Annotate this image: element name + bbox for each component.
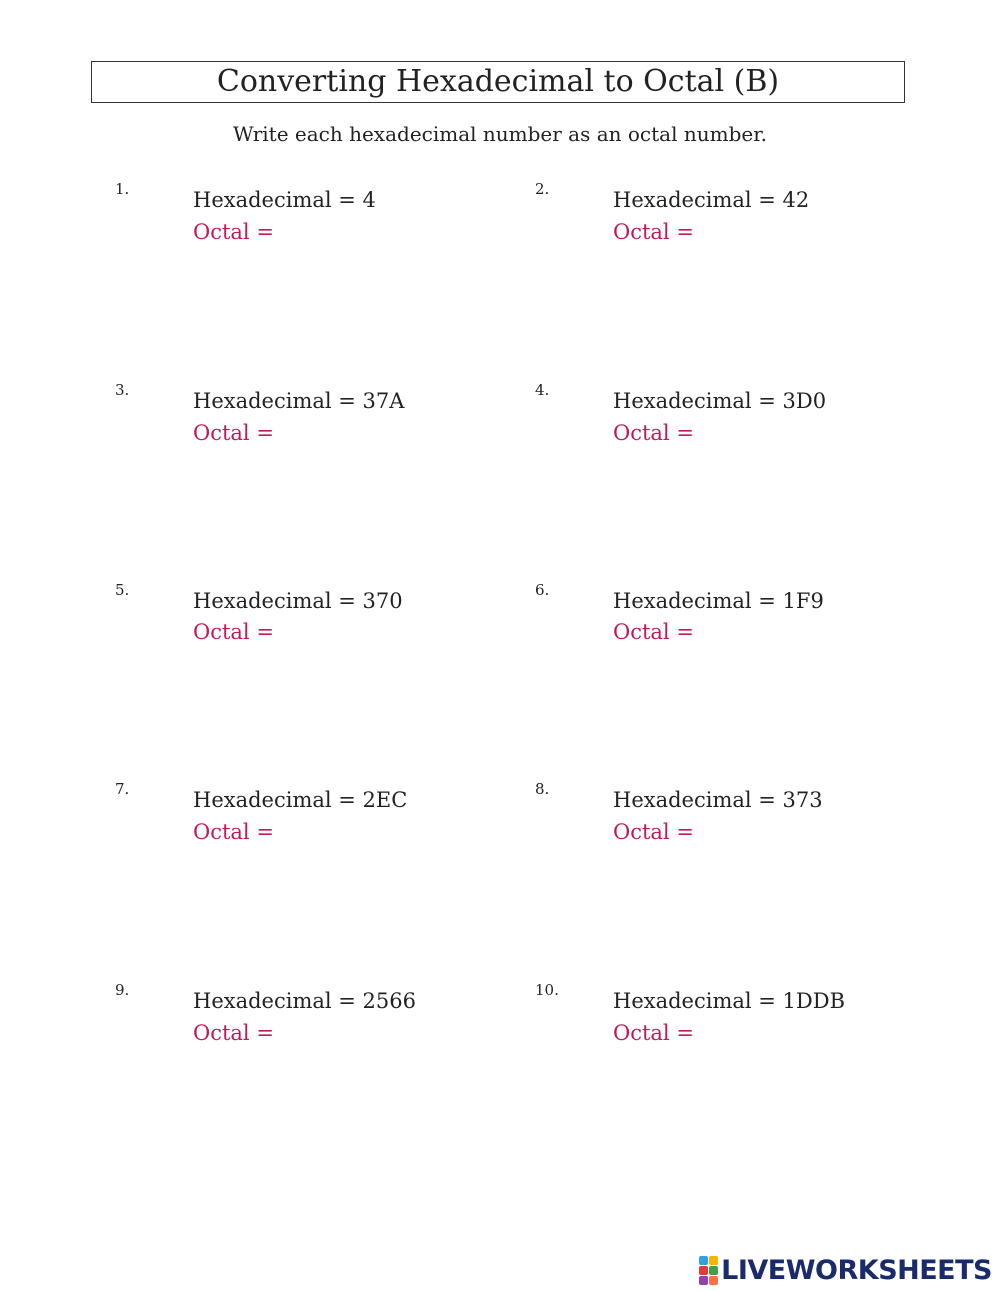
octal-answer-field[interactable] bbox=[193, 222, 274, 243]
title-box bbox=[91, 61, 905, 103]
octal-answer-field[interactable] bbox=[613, 822, 694, 843]
hex-value: Hexadecimal = 3D0 bbox=[613, 389, 827, 413]
problem-number: 1. bbox=[115, 180, 130, 198]
logo-mark-tile bbox=[699, 1276, 708, 1285]
hex-value: Hexadecimal = 2EC bbox=[193, 788, 408, 812]
problem-number: 8. bbox=[535, 780, 550, 798]
hex-value: Hexadecimal = 4 bbox=[193, 188, 376, 212]
octal-answer-field[interactable] bbox=[613, 622, 694, 643]
octal-label: Octal = bbox=[193, 220, 274, 244]
octal-label: Octal = bbox=[613, 1021, 694, 1045]
problem-1 bbox=[115, 182, 495, 272]
octal-label: Octal = bbox=[193, 620, 274, 644]
hex-value: Hexadecimal = 2566 bbox=[193, 989, 416, 1013]
hex-value: Hexadecimal = 1F9 bbox=[613, 589, 824, 613]
problem-number: 4. bbox=[535, 381, 550, 399]
problem-number: 5. bbox=[115, 581, 130, 599]
octal-label: Octal = bbox=[613, 220, 694, 244]
worksheet-title: Converting Hexadecimal to Octal (B) bbox=[216, 64, 780, 99]
logo-text: LIVEWORKSHEETS bbox=[721, 1254, 992, 1286]
problem-3 bbox=[115, 383, 495, 473]
logo-mark-tile bbox=[709, 1266, 718, 1275]
octal-label: Octal = bbox=[613, 620, 694, 644]
hex-value: Hexadecimal = 37A bbox=[193, 389, 405, 413]
problem-8 bbox=[535, 782, 915, 872]
problem-number: 7. bbox=[115, 780, 130, 798]
problem-5 bbox=[115, 583, 495, 673]
logo-mark-icon bbox=[699, 1256, 718, 1285]
octal-answer-field[interactable] bbox=[613, 423, 694, 444]
octal-answer-field[interactable] bbox=[193, 423, 274, 444]
instructions: Write each hexadecimal number as an octal number. bbox=[233, 122, 767, 146]
hex-value: Hexadecimal = 1DDB bbox=[613, 989, 846, 1013]
problem-number: 6. bbox=[535, 581, 550, 599]
hex-value: Hexadecimal = 370 bbox=[193, 589, 403, 613]
problem-10 bbox=[535, 983, 915, 1073]
problem-2 bbox=[535, 182, 915, 272]
problem-6 bbox=[535, 583, 915, 673]
octal-answer-field[interactable] bbox=[613, 222, 694, 243]
problem-9 bbox=[115, 983, 495, 1073]
problem-7 bbox=[115, 782, 495, 872]
octal-label: Octal = bbox=[193, 1021, 274, 1045]
problem-number: 2. bbox=[535, 180, 550, 198]
logo-mark-tile bbox=[699, 1256, 708, 1265]
logo-mark-tile bbox=[709, 1276, 718, 1285]
problem-4 bbox=[535, 383, 915, 473]
octal-answer-field[interactable] bbox=[193, 1023, 274, 1044]
problem-number: 9. bbox=[115, 981, 130, 999]
problem-number: 3. bbox=[115, 381, 130, 399]
problem-number: 10. bbox=[535, 981, 559, 999]
hex-value: Hexadecimal = 42 bbox=[613, 188, 810, 212]
octal-label: Octal = bbox=[193, 421, 274, 445]
hex-value: Hexadecimal = 373 bbox=[613, 788, 823, 812]
octal-answer-field[interactable] bbox=[193, 622, 274, 643]
liveworksheets-logo bbox=[699, 1254, 992, 1286]
octal-answer-field[interactable] bbox=[193, 822, 274, 843]
logo-mark-tile bbox=[699, 1266, 708, 1275]
octal-label: Octal = bbox=[613, 820, 694, 844]
logo-mark-tile bbox=[709, 1256, 718, 1265]
octal-label: Octal = bbox=[193, 820, 274, 844]
octal-answer-field[interactable] bbox=[613, 1023, 694, 1044]
octal-label: Octal = bbox=[613, 421, 694, 445]
